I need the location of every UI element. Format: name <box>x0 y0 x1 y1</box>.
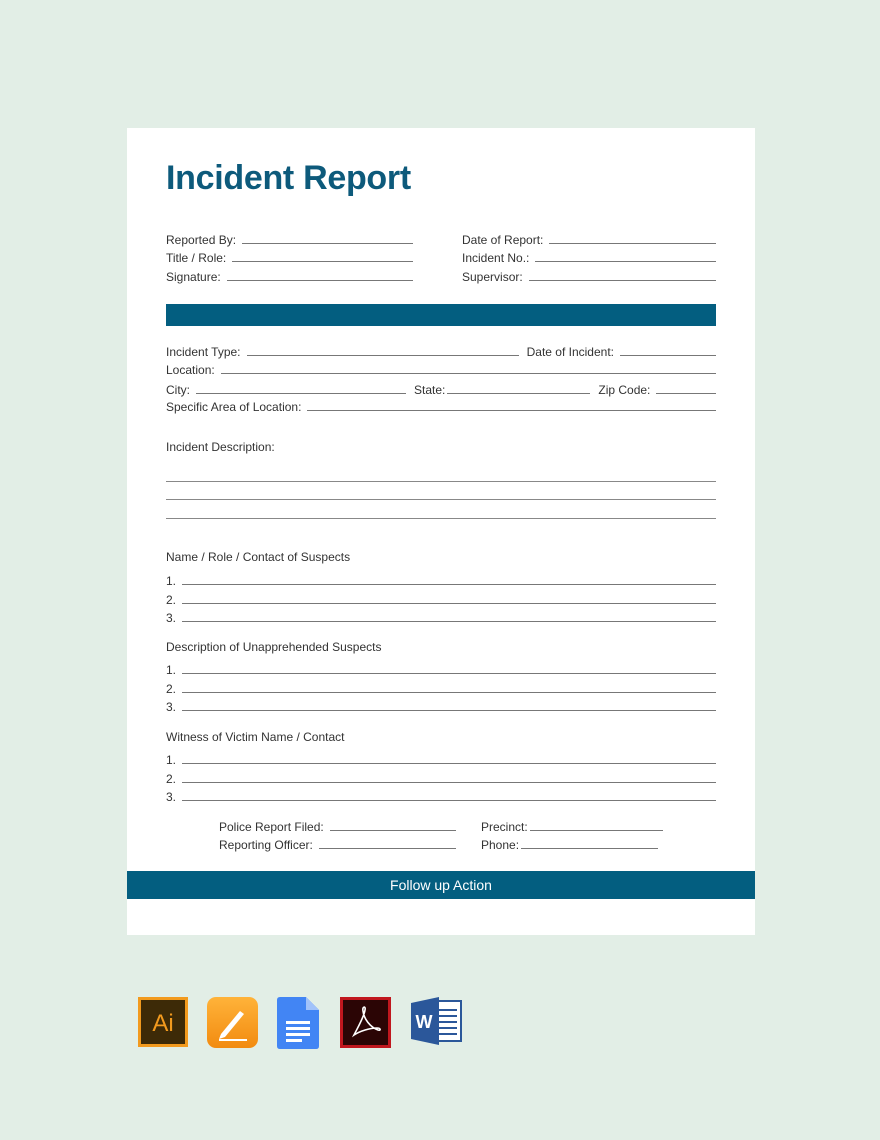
date-of-incident-label: Date of Incident: <box>526 345 614 359</box>
date-of-report-label: Date of Report: <box>462 233 544 247</box>
date-of-incident-line[interactable] <box>620 355 716 356</box>
description-line-1[interactable] <box>166 481 716 482</box>
supervisor-field[interactable] <box>462 270 716 284</box>
unapprehended-line-3[interactable] <box>182 710 716 711</box>
unapprehended-row-1[interactable] <box>166 663 716 677</box>
row-number: 1. <box>166 574 177 588</box>
suspect-line-3[interactable] <box>182 621 716 622</box>
city-line[interactable] <box>196 393 406 394</box>
phone-line[interactable] <box>521 848 658 849</box>
city-label: City: <box>166 383 190 397</box>
unapprehended-line-2[interactable] <box>182 692 716 693</box>
signature-label: Signature: <box>166 270 221 284</box>
signature-field[interactable] <box>166 270 413 284</box>
city-state-zip-row <box>166 383 716 397</box>
description-line-2[interactable] <box>166 499 716 500</box>
witness-line-2[interactable] <box>182 782 716 783</box>
row-number: 2. <box>166 772 177 786</box>
supervisor-label: Supervisor: <box>462 270 523 284</box>
specific-area-line[interactable] <box>307 410 716 411</box>
suspect-row-1[interactable] <box>166 574 716 588</box>
illustrator-icon[interactable] <box>138 997 188 1052</box>
row-number: 3. <box>166 790 177 804</box>
suspect-line-1[interactable] <box>182 584 716 585</box>
witness-line-1[interactable] <box>182 763 716 764</box>
reported-by-label: Reported By: <box>166 233 237 247</box>
reporting-officer-label: Reporting Officer: <box>219 838 313 852</box>
suspects-heading: Name / Role / Contact of Suspects <box>166 550 351 564</box>
location-line[interactable] <box>221 373 716 374</box>
witness-row-3[interactable] <box>166 790 716 804</box>
unapprehended-row-2[interactable] <box>166 682 716 696</box>
incident-no-line[interactable] <box>535 261 716 262</box>
state-line[interactable] <box>447 393 590 394</box>
state-label: State: <box>414 383 446 397</box>
date-of-report-line[interactable] <box>549 243 716 244</box>
svg-text:W: W <box>415 1012 433 1032</box>
witness-row-1[interactable] <box>166 753 716 767</box>
reported-by-field[interactable] <box>166 233 413 247</box>
phone-label: Phone: <box>481 838 520 852</box>
incident-type-row <box>166 345 716 359</box>
pages-icon[interactable] <box>207 997 258 1053</box>
report-page <box>127 128 755 935</box>
supervisor-line[interactable] <box>529 280 716 281</box>
reporting-officer-field[interactable] <box>219 838 456 852</box>
witness-line-3[interactable] <box>182 800 716 801</box>
follow-up-action-bar <box>127 871 755 899</box>
incident-type-label: Incident Type: <box>166 345 241 359</box>
row-number: 3. <box>166 700 177 714</box>
row-number: 3. <box>166 611 177 625</box>
precinct-line[interactable] <box>530 830 663 831</box>
reporting-officer-line[interactable] <box>319 848 456 849</box>
police-report-line[interactable] <box>330 830 456 831</box>
zip-code-label: Zip Code: <box>598 383 651 397</box>
date-of-report-field[interactable] <box>462 233 716 247</box>
page-title: Incident Report <box>166 159 411 197</box>
title-role-line[interactable] <box>232 261 413 262</box>
unapprehended-row-3[interactable] <box>166 700 716 714</box>
incident-description-label: Incident Description: <box>166 440 275 454</box>
word-icon[interactable] <box>411 997 463 1050</box>
phone-field[interactable] <box>481 838 658 852</box>
suspect-row-3[interactable] <box>166 611 716 625</box>
suspect-row-2[interactable] <box>166 593 716 607</box>
section-divider-bar <box>166 304 716 326</box>
incident-type-line[interactable] <box>247 355 519 356</box>
precinct-label: Precinct: <box>481 820 528 834</box>
description-line-3[interactable] <box>166 518 716 519</box>
svg-text:Ai: Ai <box>152 1010 174 1037</box>
witness-row-2[interactable] <box>166 772 716 786</box>
acrobat-pdf-icon[interactable] <box>340 997 391 1053</box>
signature-line[interactable] <box>227 280 413 281</box>
title-role-field[interactable] <box>166 251 413 265</box>
unapprehended-heading: Description of Unapprehended Suspects <box>166 640 382 654</box>
row-number: 2. <box>166 682 177 696</box>
suspect-line-2[interactable] <box>182 603 716 604</box>
incident-no-label: Incident No.: <box>462 251 530 265</box>
title-role-label: Title / Role: <box>166 251 227 265</box>
unapprehended-line-1[interactable] <box>182 673 716 674</box>
reported-by-line[interactable] <box>242 243 413 244</box>
incident-no-field[interactable] <box>462 251 716 265</box>
row-number: 1. <box>166 753 177 767</box>
google-docs-icon[interactable] <box>277 997 319 1054</box>
police-report-field[interactable] <box>219 820 456 834</box>
police-report-label: Police Report Filed: <box>219 820 324 834</box>
row-number: 2. <box>166 593 177 607</box>
location-row[interactable] <box>166 363 716 377</box>
specific-area-row[interactable] <box>166 400 716 414</box>
follow-up-action-label: Follow up Action <box>390 877 492 893</box>
zip-code-line[interactable] <box>656 393 716 394</box>
specific-area-label: Specific Area of Location: <box>166 400 302 414</box>
location-label: Location: <box>166 363 215 377</box>
witness-heading: Witness of Victim Name / Contact <box>166 730 345 744</box>
row-number: 1. <box>166 663 177 677</box>
precinct-field[interactable] <box>481 820 663 834</box>
